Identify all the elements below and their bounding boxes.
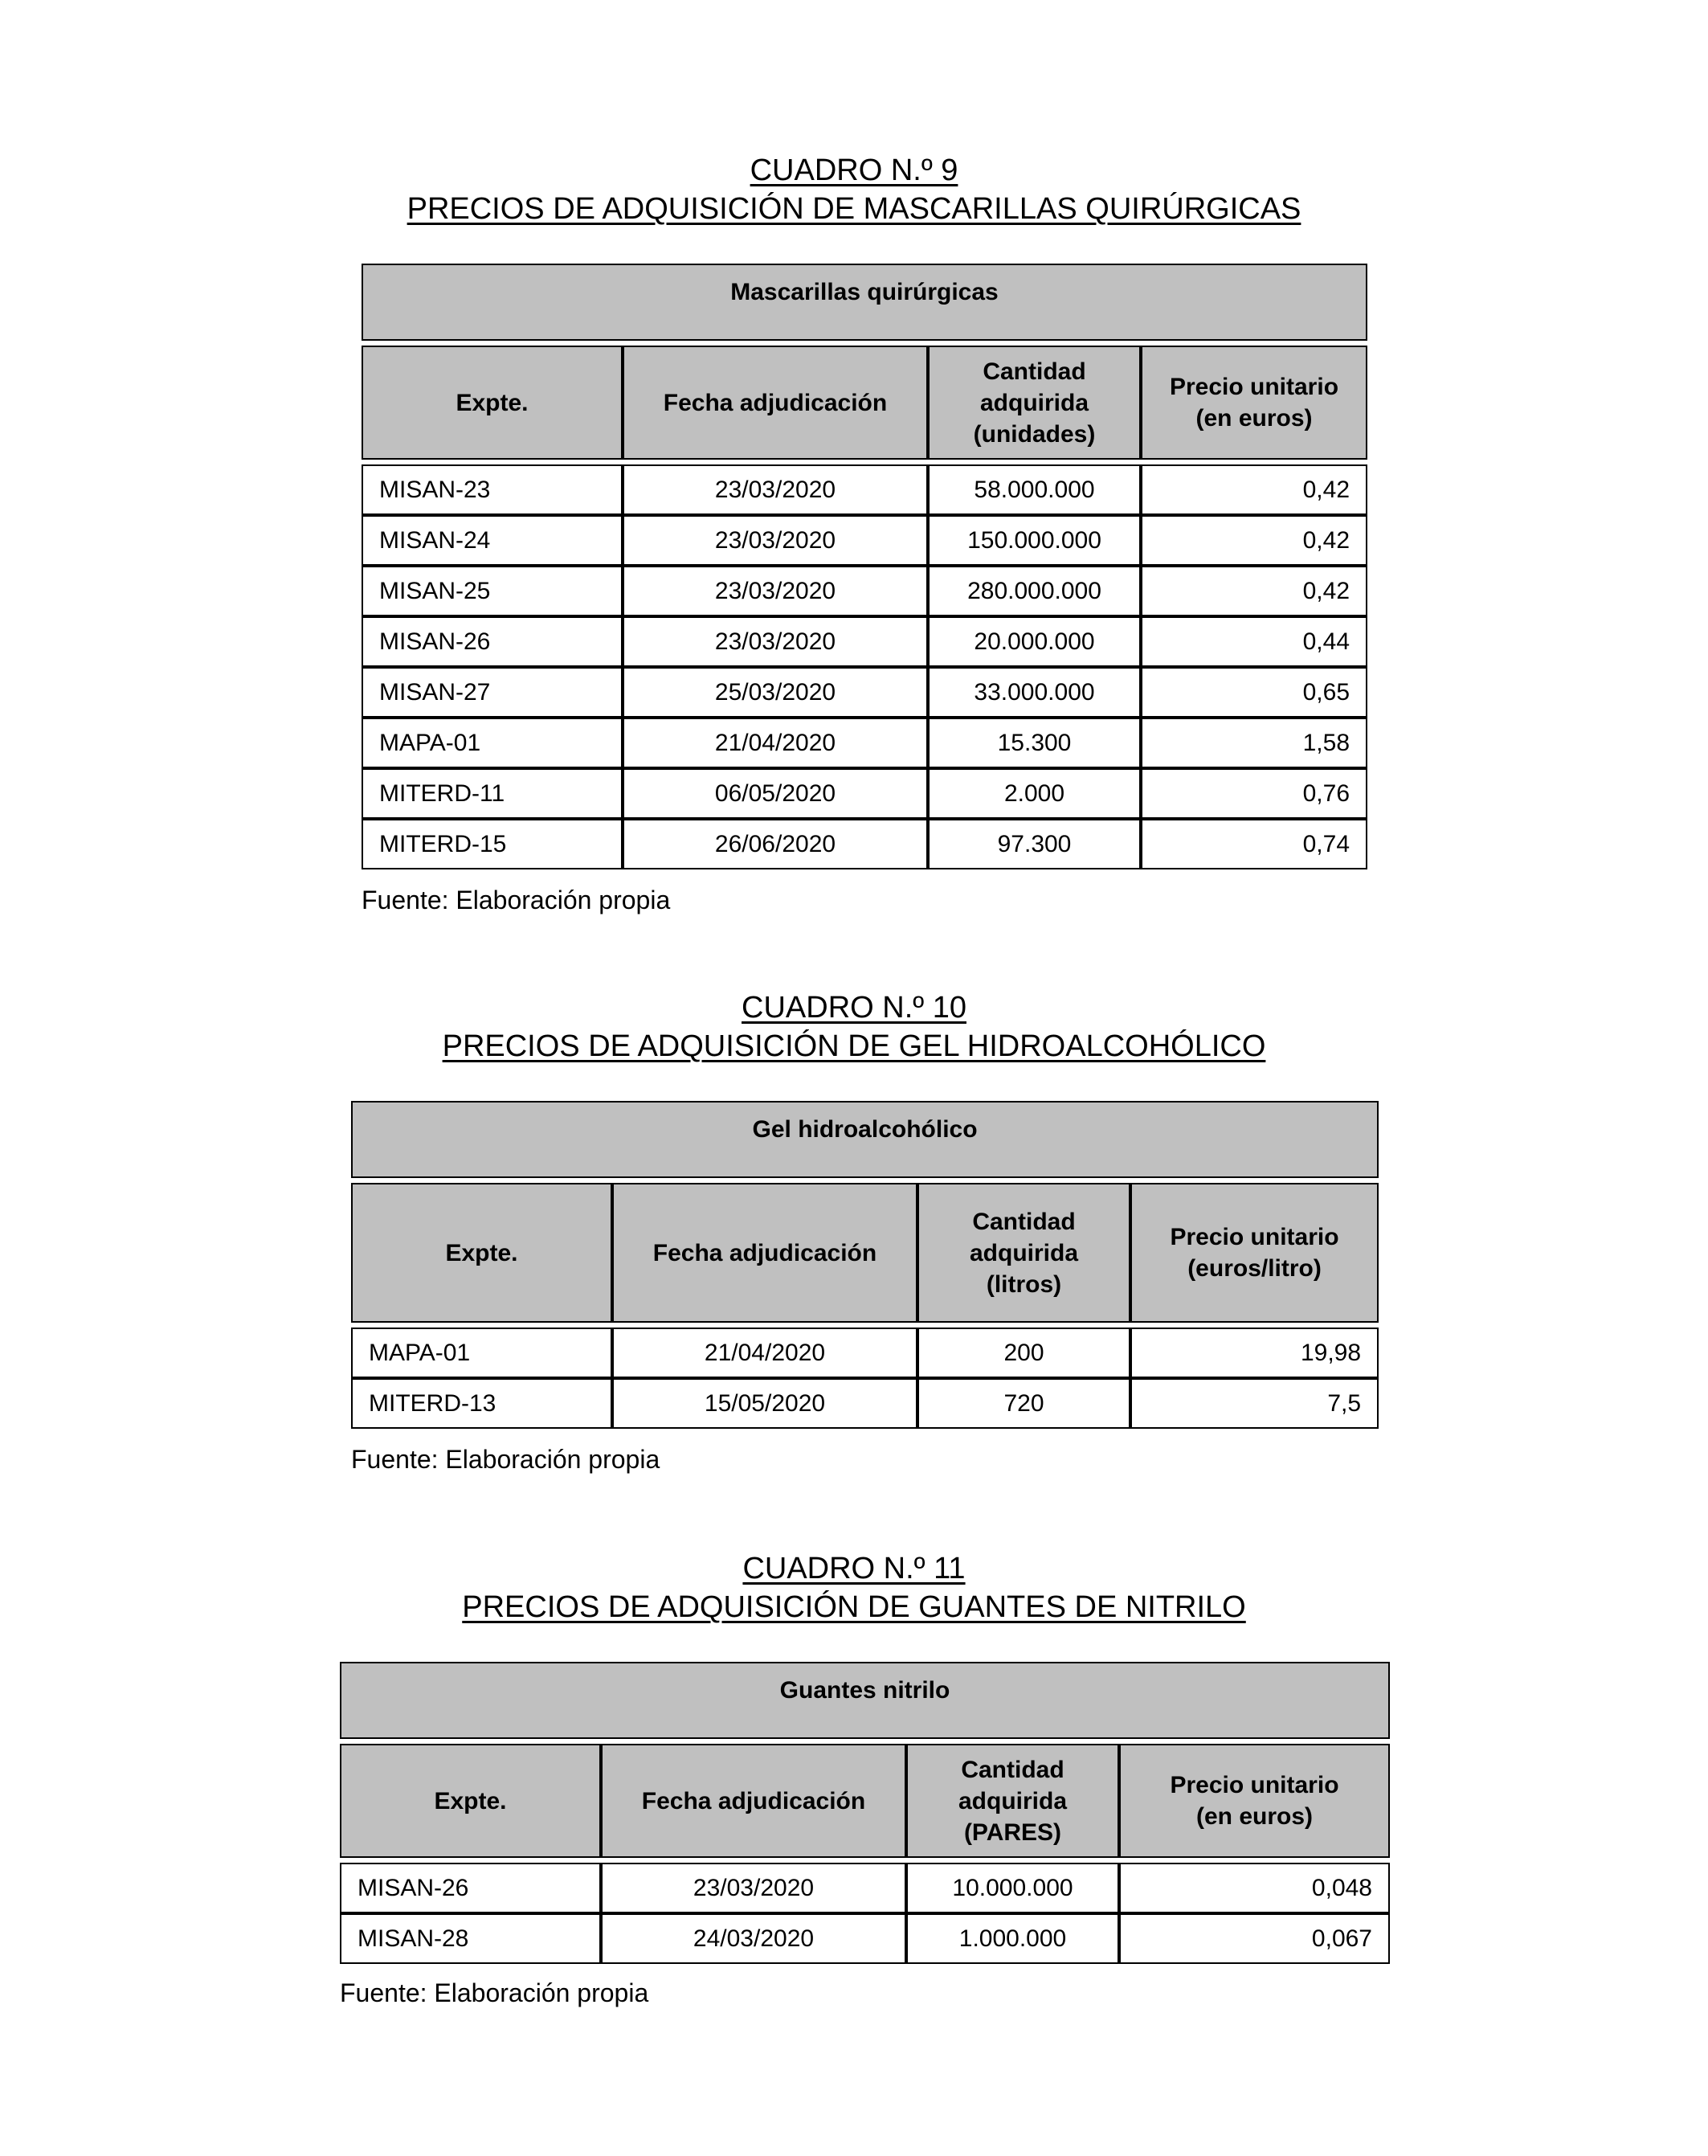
table-cell: 0,42 xyxy=(1141,566,1367,616)
table-row xyxy=(362,464,1367,515)
table-cell: 0,067 xyxy=(1119,1913,1390,1964)
header-line: (litros) xyxy=(986,1270,1062,1298)
table-11-header-cantidad xyxy=(906,1744,1119,1858)
table-cell: 20.000.000 xyxy=(928,616,1141,667)
table-cell: MAPA-01 xyxy=(362,718,623,768)
table-row xyxy=(362,515,1367,566)
table-11-header-expte: Expte. xyxy=(340,1744,601,1858)
table-10-header-precio xyxy=(1130,1183,1379,1323)
table-11-header-fecha: Fecha adjudicación xyxy=(601,1744,906,1858)
table-cell: 21/04/2020 xyxy=(612,1328,917,1378)
table-10-header-expte: Expte. xyxy=(351,1183,612,1323)
table-10 xyxy=(351,1101,1379,1429)
table-cell: 23/03/2020 xyxy=(601,1863,906,1913)
table-cell: 0,44 xyxy=(1141,616,1367,667)
header-line: (euros/litro) xyxy=(1187,1255,1322,1282)
header-line: adquirida xyxy=(969,1239,1078,1266)
table-cell: 15.300 xyxy=(928,718,1141,768)
table-cell: 06/05/2020 xyxy=(623,768,928,819)
table-cell: MISAN-28 xyxy=(340,1913,601,1964)
table-cell: 23/03/2020 xyxy=(623,566,928,616)
table-9-header-expte: Expte. xyxy=(362,346,623,460)
header-line: Precio unitario xyxy=(1170,1224,1339,1250)
table-cell: MAPA-01 xyxy=(351,1328,612,1378)
header-line: Precio unitario xyxy=(1170,1772,1339,1798)
table-cell: 23/03/2020 xyxy=(623,616,928,667)
table-cell: MISAN-24 xyxy=(362,515,623,566)
table-row xyxy=(362,616,1367,667)
table-cell: 15/05/2020 xyxy=(612,1378,917,1429)
header-line: (en euros) xyxy=(1195,1803,1314,1830)
table-cell: 33.000.000 xyxy=(928,667,1141,718)
header-line: Cantidad xyxy=(961,1756,1064,1783)
header-line: Cantidad xyxy=(972,1208,1076,1235)
header-line: adquirida xyxy=(979,389,1089,416)
table-10-number: CUADRO N.º 10 xyxy=(742,991,966,1025)
table-cell: 23/03/2020 xyxy=(623,464,928,515)
table-cell: 21/04/2020 xyxy=(623,718,928,768)
table-cell: MITERD-15 xyxy=(362,819,623,869)
table-10-source: Fuente: Elaboración propia xyxy=(351,1445,660,1474)
table-10-header-cantidad xyxy=(917,1183,1130,1323)
table-row xyxy=(362,566,1367,616)
table-cell: 58.000.000 xyxy=(928,464,1141,515)
table-cell: 23/03/2020 xyxy=(623,515,928,566)
header-line: Cantidad xyxy=(983,358,1086,385)
table-9 xyxy=(362,264,1367,869)
table-row xyxy=(362,718,1367,768)
table-10-title: PRECIOS DE ADQUISICIÓN DE GEL HIDROALCOHÓLICO xyxy=(442,1029,1266,1063)
table-9-header-precio xyxy=(1141,346,1367,460)
table-row xyxy=(351,1378,1379,1429)
table-cell: 0,42 xyxy=(1141,464,1367,515)
table-cell: 7,5 xyxy=(1130,1378,1379,1429)
table-cell: 0,76 xyxy=(1141,768,1367,819)
table-cell: MISAN-23 xyxy=(362,464,623,515)
table-10-header-fecha: Fecha adjudicación xyxy=(612,1183,917,1323)
table-cell: 2.000 xyxy=(928,768,1141,819)
table-cell: 0,74 xyxy=(1141,819,1367,869)
table-9-number: CUADRO N.º 9 xyxy=(750,153,958,187)
table-11-header-precio xyxy=(1119,1744,1390,1858)
table-cell: MISAN-26 xyxy=(340,1863,601,1913)
table-cell: MISAN-25 xyxy=(362,566,623,616)
table-cell: 0,048 xyxy=(1119,1863,1390,1913)
table-cell: 1,58 xyxy=(1141,718,1367,768)
header-line: (en euros) xyxy=(1195,405,1313,432)
table-row xyxy=(362,768,1367,819)
table-cell: 1.000.000 xyxy=(906,1913,1119,1964)
table-cell: 720 xyxy=(917,1378,1130,1429)
table-cell: 97.300 xyxy=(928,819,1141,869)
table-10-group-header: Gel hidroalcohólico xyxy=(351,1101,1379,1178)
table-cell: 150.000.000 xyxy=(928,515,1141,566)
table-11-group-header: Guantes nitrilo xyxy=(340,1662,1390,1739)
table-9-header-fecha: Fecha adjudicación xyxy=(623,346,928,460)
table-cell: MISAN-26 xyxy=(362,616,623,667)
table-cell: 19,98 xyxy=(1130,1328,1379,1378)
table-row xyxy=(340,1863,1390,1913)
table-9-header-cantidad xyxy=(928,346,1141,460)
table-cell: 10.000.000 xyxy=(906,1863,1119,1913)
table-row xyxy=(362,667,1367,718)
table-cell: 0,65 xyxy=(1141,667,1367,718)
header-line: adquirida xyxy=(958,1787,1067,1814)
table-cell: MITERD-13 xyxy=(351,1378,612,1429)
table-11-number: CUADRO N.º 11 xyxy=(742,1552,966,1585)
table-row xyxy=(362,819,1367,869)
header-line: Precio unitario xyxy=(1169,374,1339,400)
table-cell: 0,42 xyxy=(1141,515,1367,566)
table-row xyxy=(351,1328,1379,1378)
table-row xyxy=(340,1913,1390,1964)
table-cell: 25/03/2020 xyxy=(623,667,928,718)
header-line: (unidades) xyxy=(973,420,1096,448)
table-9-title: PRECIOS DE ADQUISICIÓN DE MASCARILLAS QUIRÚRGICAS xyxy=(407,192,1301,226)
header-line: (PARES) xyxy=(963,1818,1062,1846)
table-11 xyxy=(340,1662,1390,1964)
table-cell: MITERD-11 xyxy=(362,768,623,819)
table-cell: MISAN-27 xyxy=(362,667,623,718)
table-cell: 26/06/2020 xyxy=(623,819,928,869)
table-cell: 24/03/2020 xyxy=(601,1913,906,1964)
table-9-source: Fuente: Elaboración propia xyxy=(362,886,671,914)
table-cell: 280.000.000 xyxy=(928,566,1141,616)
table-9-group-header: Mascarillas quirúrgicas xyxy=(362,264,1367,341)
table-11-title: PRECIOS DE ADQUISICIÓN DE GUANTES DE NITRILO xyxy=(462,1590,1246,1624)
table-cell: 200 xyxy=(917,1328,1130,1378)
table-11-source: Fuente: Elaboración propia xyxy=(340,1978,649,2007)
